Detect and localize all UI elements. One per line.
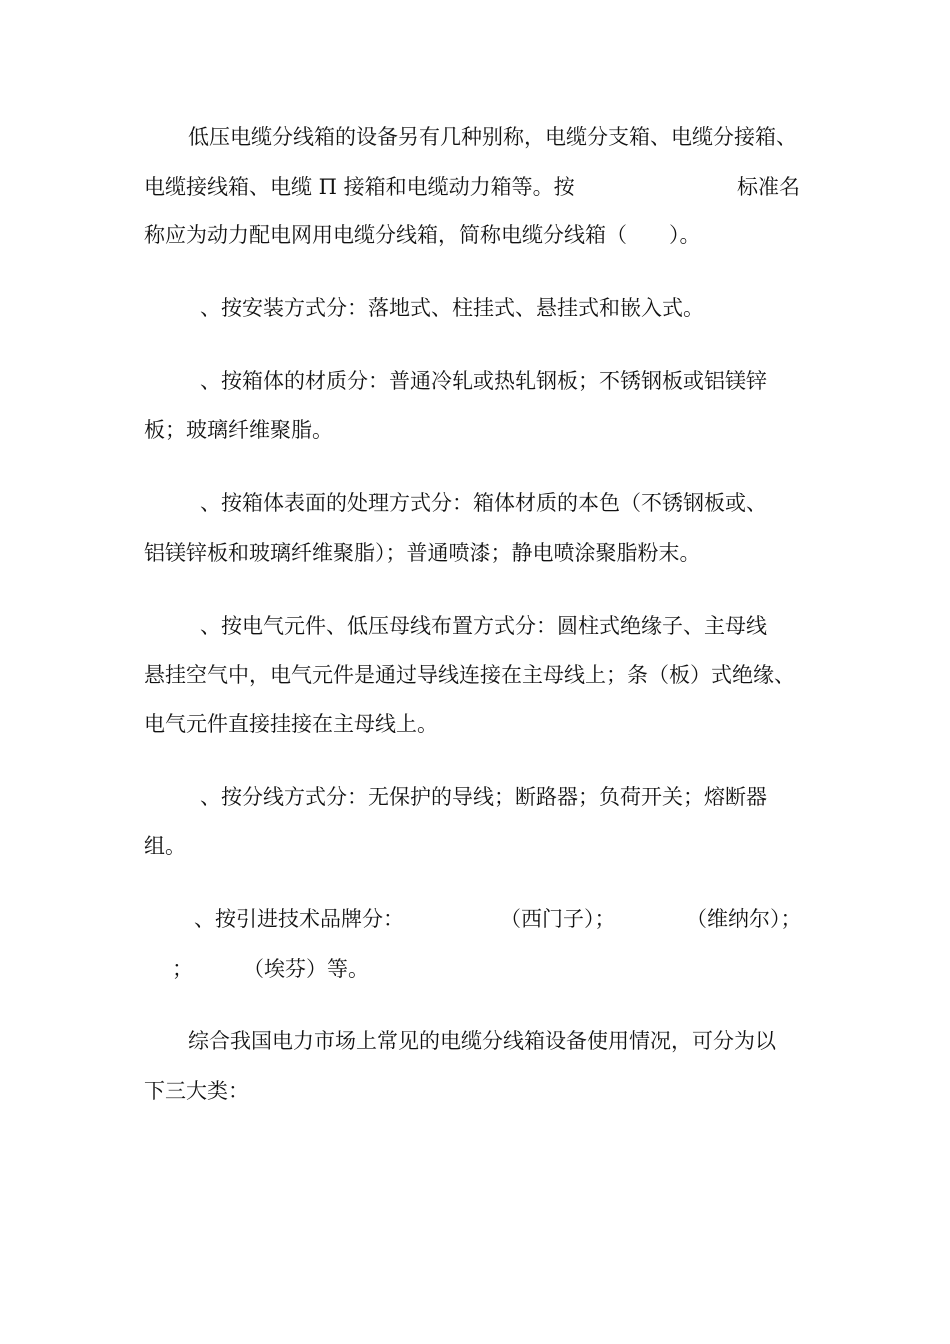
summary-line-2 (144, 1076, 808, 1106)
summary-text-2: 下三大类： (144, 1079, 249, 1103)
item-brand-line-2 (144, 954, 808, 984)
item-material-line-2 (144, 415, 808, 445)
item-busbar-text-2: 悬挂空气中，电气元件是通过导线连接在主母线上；条（板）式绝缘、 (144, 663, 795, 687)
item-busbar-line-2 (144, 660, 808, 690)
intro-paragraph-line-1 (144, 122, 808, 152)
item-brand-text-1c: （维纳尔）； (686, 907, 802, 931)
item-busbar-text-1: 、按电气元件、低压母线布置方式分：圆柱式绝缘子、主母线 (200, 614, 767, 638)
item-material-text-2: 板；玻璃纤维聚脂。 (144, 418, 333, 442)
item-brand-text-2b: （埃芬）等。 (243, 957, 369, 981)
item-branch-text-2: 组。 (144, 834, 186, 858)
item-busbar-text-3: 电气元件直接挂接在主母线上。 (144, 712, 438, 736)
item-busbar-line-3 (144, 709, 808, 739)
item-branch-text-1: 、按分线方式分：无保护的导线；断路器；负荷开关；熔断器 (200, 785, 767, 809)
item-brand-text-1b: （西门子）； (500, 907, 616, 931)
item-surface-line-1 (144, 488, 808, 518)
item-install-text: 、按安装方式分：落地式、柱挂式、悬挂式和嵌入式。 (200, 296, 704, 320)
item-brand-text-1a: 、按引进技术品牌分： (194, 907, 404, 931)
intro-text-2b: 标准名 (737, 175, 800, 199)
item-branch-line-1 (144, 782, 808, 812)
item-branch-line-2 (144, 831, 808, 861)
intro-text-2a: 电缆接线箱、电缆 Π 接箱和电缆动力箱等。按 (144, 175, 575, 199)
item-material-line-1 (144, 366, 808, 396)
item-material-text-1: 、按箱体的材质分：普通冷轧或热轧钢板；不锈钢板或铝镁锌 (200, 369, 767, 393)
item-surface-text-1: 、按箱体表面的处理方式分：箱体材质的本色（不锈钢板或、 (200, 491, 767, 515)
summary-text-1: 综合我国电力市场上常见的电缆分线箱设备使用情况，可分为以 (188, 1029, 776, 1053)
item-surface-text-2: 铝镁锌板和玻璃纤维聚脂）；普通喷漆；静电喷涂聚脂粉末。 (144, 541, 701, 565)
item-install-line-1 (144, 293, 808, 323)
item-brand-line-1 (144, 904, 808, 934)
summary-line-1 (144, 1026, 808, 1056)
intro-paragraph-line-3 (144, 220, 808, 250)
item-busbar-line-1 (144, 611, 808, 641)
intro-text-1: 低压电缆分线箱的设备另有几种别称，电缆分支箱、电缆分接箱、 (188, 125, 797, 149)
item-surface-line-2 (144, 538, 808, 568)
intro-text-3: 称应为动力配电网用电缆分线箱，简称电缆分线箱（ ）。 (144, 223, 701, 247)
intro-paragraph-line-2 (144, 172, 808, 202)
item-brand-text-2a: ； (172, 957, 193, 981)
